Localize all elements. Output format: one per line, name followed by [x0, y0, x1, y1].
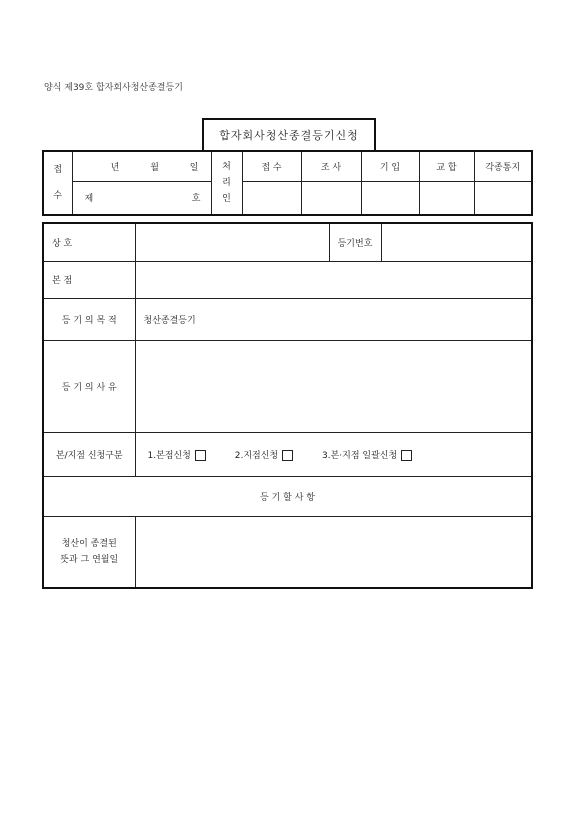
head-office-label: 본 점	[43, 261, 135, 298]
option-head-office[interactable]	[148, 448, 206, 461]
col-header-review: 조 사	[301, 151, 361, 181]
receipt-number-cell[interactable]	[72, 181, 211, 215]
check-sign-cell[interactable]	[419, 181, 474, 215]
reason-label: 등 기 의 사 유	[43, 340, 135, 432]
processor-label-cell	[211, 151, 242, 215]
liquidation-end-label-line-2: 뜻과 그 연월일	[60, 554, 119, 565]
registration-matters-header: 등 기 할 사 항	[43, 476, 532, 516]
division-label: 본/지점 신청구분	[43, 432, 135, 476]
receipt-date-cell[interactable]	[72, 151, 211, 181]
branch-checkbox[interactable]	[282, 450, 293, 461]
receipt-table	[42, 150, 533, 216]
day-label: 일	[189, 162, 199, 173]
col-header-check: 교 합	[419, 151, 474, 181]
purpose-label: 등 기 의 목 적	[43, 298, 135, 340]
processor-label-1: 처	[222, 162, 231, 172]
option-branch[interactable]	[235, 448, 293, 461]
col-header-notice: 각종통지	[474, 151, 532, 181]
receipt-sign-cell[interactable]	[242, 181, 301, 215]
processor-label-2: 리	[222, 178, 231, 188]
receipt-label-su: 수	[53, 191, 63, 201]
registration-number-label: 등기번호	[329, 223, 381, 261]
reason-field[interactable]	[135, 340, 532, 432]
option-head-office-label: 1.본점신청	[147, 450, 191, 461]
option-branch-label: 2.지점신청	[234, 450, 279, 461]
form-number-label: 양식 제39호 합자회사청산종결등기	[44, 83, 183, 93]
processor-label-3: 인	[222, 194, 231, 204]
division-options	[135, 432, 532, 476]
col-header-receipt: 접 수	[242, 151, 301, 181]
trade-name-label: 상 호	[43, 223, 135, 261]
head-office-checkbox[interactable]	[195, 450, 206, 461]
purpose-field[interactable]: 청산종결등기	[135, 298, 532, 340]
receipt-label-jeop: 접	[53, 165, 63, 175]
year-label: 년	[110, 162, 120, 173]
month-label: 월	[150, 162, 159, 173]
number-suffix: 호	[191, 194, 201, 205]
liquidation-end-field[interactable]	[135, 516, 532, 588]
review-sign-cell[interactable]	[301, 181, 361, 215]
head-office-field[interactable]	[135, 261, 532, 298]
liquidation-end-label	[43, 516, 135, 588]
application-table	[42, 222, 533, 589]
form-title: 합자회사청산종결등기신청	[202, 118, 376, 150]
number-prefix: 제	[84, 194, 94, 205]
registration-number-field[interactable]	[381, 223, 532, 261]
col-header-entry: 기 입	[361, 151, 419, 181]
liquidation-end-label-line-1: 청산이 종결된	[61, 538, 117, 549]
both-checkbox[interactable]	[401, 450, 412, 461]
receipt-label-cell	[43, 151, 72, 215]
notice-sign-cell[interactable]	[474, 181, 532, 215]
option-both-label: 3.본·지점 일괄신청	[322, 450, 398, 461]
entry-sign-cell[interactable]	[361, 181, 419, 215]
option-both[interactable]	[322, 448, 412, 461]
trade-name-field[interactable]	[135, 223, 329, 261]
